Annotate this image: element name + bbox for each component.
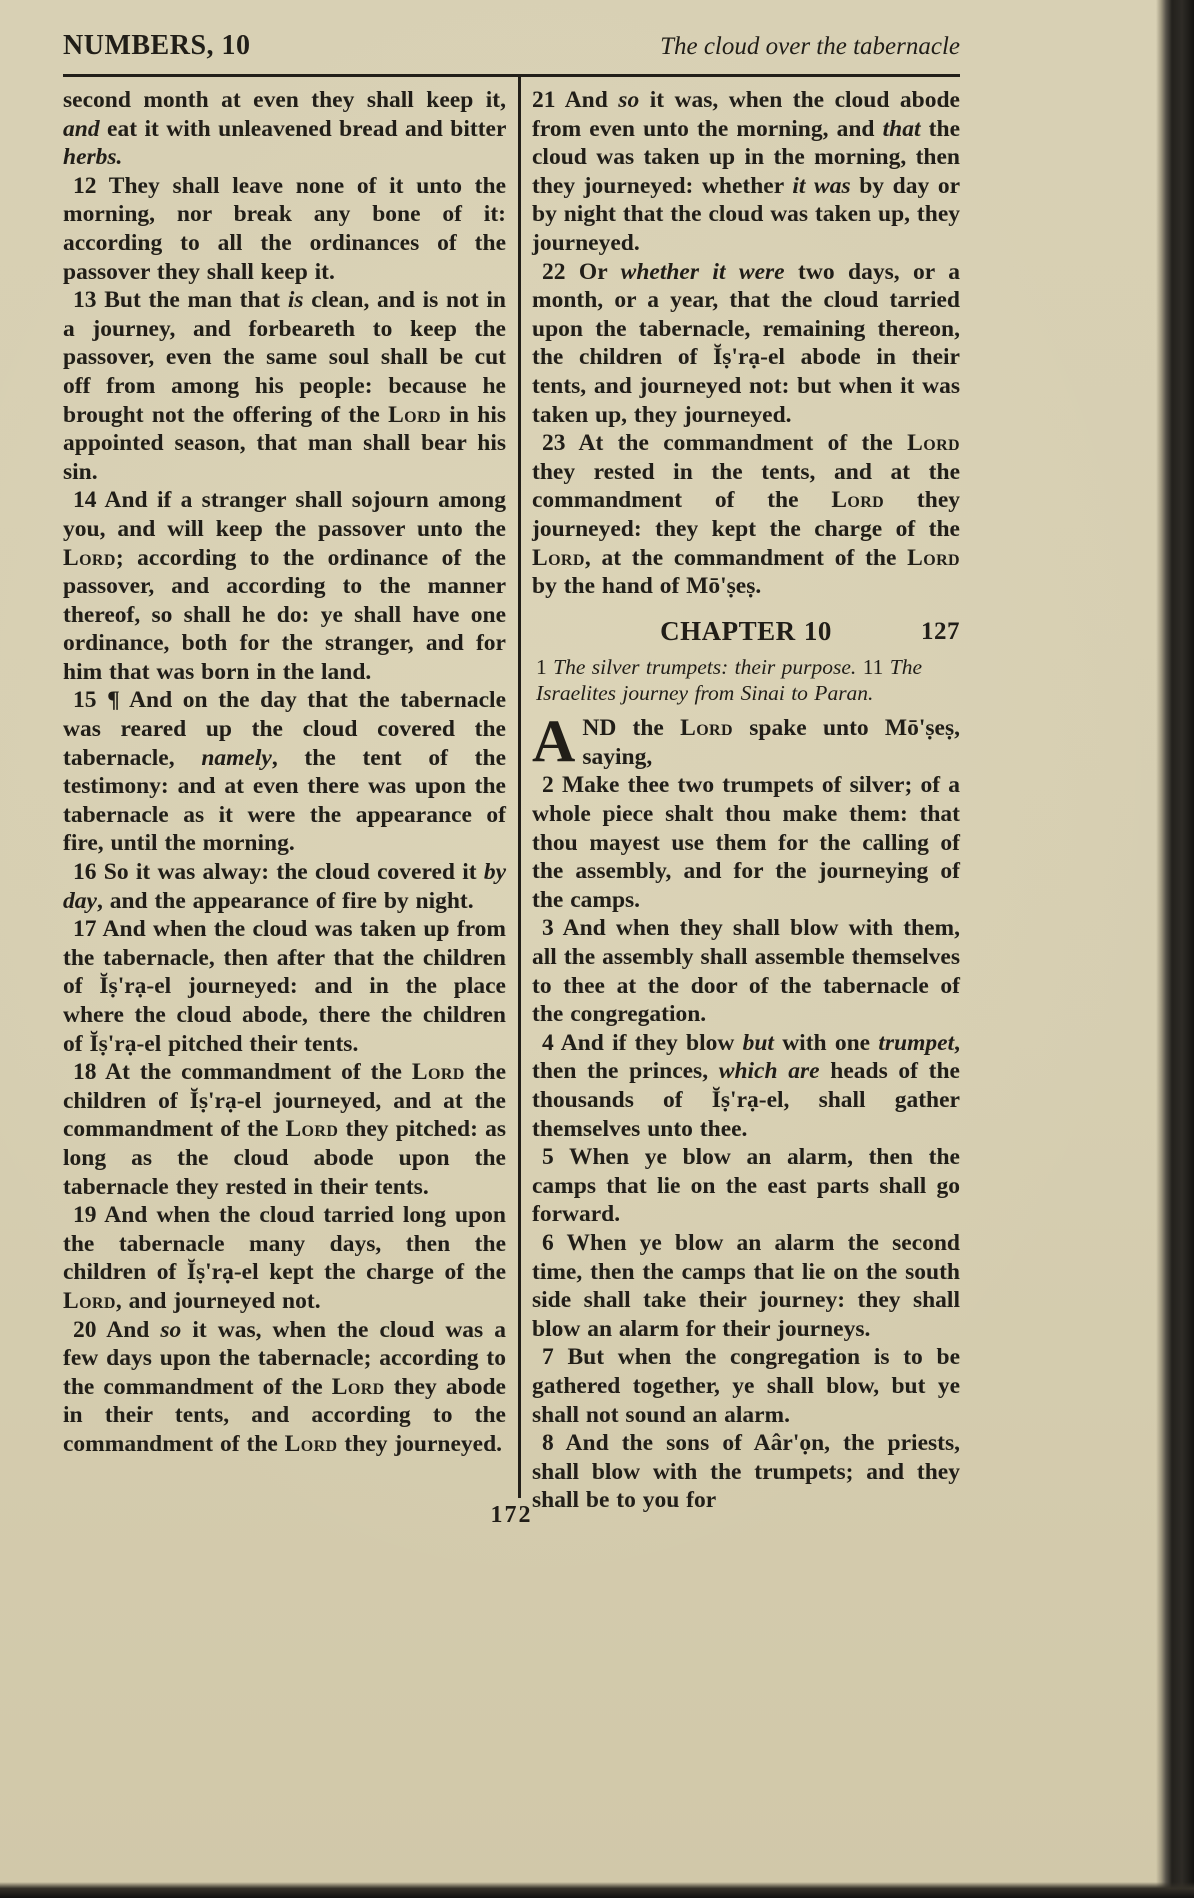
body-text: they journeyed: they kept the charge of the bbox=[532, 487, 960, 542]
body-text: spake unto Mō'ṣeṣ, saying, bbox=[582, 715, 960, 770]
italic-text: by day bbox=[63, 859, 506, 914]
italic-text: it was bbox=[792, 172, 851, 199]
body-text: 12 They shall leave none of it unto the morning, nor break any bone of it: according to all the ordinances of the passover they shall keep it. bbox=[63, 172, 506, 285]
verse bbox=[532, 1029, 960, 1143]
body-text: 16 So it was alway: the cloud covered it bbox=[73, 859, 484, 886]
body-text: they abode in their tents, and according to the commandment of the bbox=[63, 1373, 506, 1457]
divine-name-smallcaps: Lord bbox=[284, 1430, 338, 1457]
body-text: 11 bbox=[856, 655, 890, 680]
verse bbox=[532, 1229, 960, 1343]
body-text: with one bbox=[773, 1029, 879, 1056]
italic-text: is bbox=[287, 287, 304, 314]
verse bbox=[532, 914, 960, 1028]
verse bbox=[63, 858, 506, 915]
divine-name-smallcaps: Lord bbox=[680, 715, 733, 742]
body-text: 17 And when the cloud was taken up from the tabernacle, then after that the children of Ĭṣ'rạ-el journeyed: and in the place where the cloud abode, there the children of Ĭṣ'rạ-el pitched their tents. bbox=[63, 916, 506, 1057]
page-number: 172 bbox=[490, 1502, 533, 1528]
body-text: two days, or a month, or a year, that the cloud tarried upon the tabernacle, remaining thereon, the children of Ĭṣ'rạ-el abode in their tents, and journeyed not: but when it was taken up, they journeyed. bbox=[532, 258, 960, 428]
verse bbox=[63, 86, 506, 172]
book-chapter-title: NUMBERS, 10 bbox=[63, 30, 251, 61]
verse bbox=[63, 915, 506, 1058]
body-text: 23 At the commandment of the bbox=[542, 430, 908, 457]
body-text: 20 And bbox=[73, 1316, 161, 1343]
italic-text: The silver trumpets: their purpose. bbox=[553, 655, 857, 680]
body-text: 8 And the sons of Aâr'ọn, the priests, shall blow with the trumpets; and they shall be to you for bbox=[532, 1430, 960, 1514]
divine-name-smallcaps: Lord bbox=[907, 544, 960, 571]
page-summary-title: The cloud over the tabernacle bbox=[660, 33, 960, 60]
body-text: 14 And if a stranger shall sojourn among you, and will keep the passover unto the bbox=[63, 487, 506, 542]
italic-text: so bbox=[618, 87, 640, 113]
body-text: 3 And when they shall blow with them, all the assembly shall assemble themselves to thee at the door of the tabernacle of the congregation. bbox=[532, 915, 960, 1028]
body-text: the cloud was taken up in the morning, then they journeyed: whether bbox=[532, 115, 960, 199]
divine-name-smallcaps: Lord bbox=[831, 487, 885, 514]
divine-name-smallcaps: Lord bbox=[285, 1116, 339, 1143]
body-text: ; according to the ordinance of the passover, and according to the manner thereof, so shall he do: ye shall have one ordinance, both for the stranger, and for him that was born in the land. bbox=[63, 544, 506, 685]
verse bbox=[532, 1343, 960, 1429]
page-edge-shadow-bottom bbox=[0, 1882, 1194, 1898]
running-head bbox=[63, 30, 960, 62]
body-text: 22 Or bbox=[542, 258, 621, 285]
divine-name-smallcaps: Lord bbox=[411, 1059, 465, 1086]
verse bbox=[63, 286, 506, 486]
body-text: 13 But the man that bbox=[73, 287, 288, 314]
body-text: 7 But when the congregation is to be gathered together, ye shall blow, but ye shall not sound an alarm. bbox=[532, 1344, 960, 1428]
body-text: 5 When ye blow an alarm, then the camps that lie on the east parts shall go forward. bbox=[532, 1144, 960, 1228]
italic-text: so bbox=[160, 1316, 182, 1343]
body-text: 18 At the commandment of the bbox=[73, 1059, 412, 1086]
divine-name-smallcaps: Lord bbox=[388, 401, 441, 428]
body-text: clean, and is not in a journey, and forbeareth to keep the passover, even the same soul shall be cut off from among his people: because he brought not the offering of the bbox=[63, 287, 506, 428]
chapter-heading bbox=[532, 617, 960, 646]
body-text: 19 And when the cloud tarried long upon the tabernacle many days, then the children of Ĭṣ'rạ-el kept the charge of the bbox=[63, 1202, 506, 1286]
verse bbox=[532, 258, 960, 430]
body-text: second month at even they shall keep it, bbox=[63, 87, 506, 113]
verse bbox=[63, 486, 506, 686]
italic-text: whether it were bbox=[620, 258, 785, 285]
divine-name-smallcaps: Lord bbox=[331, 1373, 385, 1400]
divine-name-smallcaps: Lord bbox=[532, 544, 585, 571]
drop-cap: A bbox=[532, 708, 576, 775]
italic-text: namely bbox=[201, 744, 272, 771]
body-text: by the hand of Mō'ṣeṣ. bbox=[532, 573, 762, 600]
italic-text: herbs. bbox=[63, 144, 123, 171]
body-text: 1 bbox=[536, 655, 554, 680]
right-text-column bbox=[532, 86, 960, 1515]
verse bbox=[532, 429, 960, 601]
verse bbox=[63, 1058, 506, 1201]
body-text: they pitched: as long as the cloud abode upon the tabernacle they rested in their tents. bbox=[63, 1116, 506, 1200]
italic-text: The Israelites journey from Sinai to Paran. bbox=[536, 655, 923, 705]
body-text: the children of Ĭṣ'rạ-el journeyed, and at the commandment of the bbox=[63, 1059, 506, 1143]
column-divider-rule bbox=[518, 74, 521, 1498]
italic-text: that bbox=[882, 115, 921, 142]
chapter-summary bbox=[532, 655, 960, 706]
body-text: 21 And bbox=[532, 87, 619, 113]
verse bbox=[63, 686, 506, 858]
italic-text: and bbox=[63, 115, 100, 142]
divine-name-smallcaps: Lord bbox=[63, 1287, 116, 1314]
body-text: 2 Make thee two trumpets of silver; of a whole piece shalt thou make them: that thou mayest use them for the calling of the assembly, and for the journeying of the camps. bbox=[532, 772, 960, 913]
italic-text: but bbox=[742, 1029, 774, 1056]
body-text: it was, when the cloud abode from even unto the morning, and bbox=[532, 87, 960, 142]
verse bbox=[532, 771, 960, 914]
body-text: eat it with unleavened bread and bitter bbox=[99, 115, 506, 142]
italic-text: which are bbox=[718, 1058, 820, 1085]
verse bbox=[532, 708, 960, 775]
body-text: by day or by night that the cloud was taken up, they journeyed. bbox=[532, 172, 961, 256]
body-text: heads of the thousands of Ĭṣ'rạ-el, shall gather themselves unto thee. bbox=[532, 1058, 960, 1142]
column-reference-number: 127 bbox=[921, 617, 960, 645]
italic-text: trumpet bbox=[878, 1029, 955, 1056]
verse bbox=[532, 86, 960, 258]
verse bbox=[532, 1143, 960, 1229]
body-text: , and the appearance of fire by night. bbox=[96, 887, 474, 914]
body-text: 6 When ye blow an alarm the second time, then the camps that lie on the south side shall take their journey: they shall blow an alarm for their journeys. bbox=[532, 1229, 960, 1342]
body-text: in his appointed season, that man shall bear his sin. bbox=[63, 401, 506, 485]
page-edge-shadow-right bbox=[1156, 0, 1194, 1898]
body-text: 15 ¶ And on the day that the tabernacle was reared up the cloud covered the tabernacle, bbox=[63, 687, 506, 771]
body-text: , then the princes, bbox=[532, 1029, 960, 1085]
verse bbox=[63, 172, 506, 286]
header-rule bbox=[63, 74, 960, 77]
body-text: they journeyed. bbox=[337, 1430, 503, 1457]
verse bbox=[63, 1201, 506, 1315]
body-text: , at the commandment of the bbox=[584, 544, 908, 571]
body-text: , the tent of the testimony: and at even there was upon the tabernacle as it were the appearance of fire, until the morning. bbox=[63, 744, 506, 857]
body-text: it was, when the cloud was a few days upon the tabernacle; according to the commandment of the bbox=[63, 1316, 506, 1400]
body-text: , and journeyed not. bbox=[115, 1287, 321, 1314]
left-text-column bbox=[63, 86, 506, 1459]
body-text: they rested in the tents, and at the commandment of the bbox=[532, 458, 960, 514]
divine-name-smallcaps: Lord bbox=[63, 544, 116, 571]
body-text: 4 And if they blow bbox=[542, 1029, 743, 1056]
body-text: ND the bbox=[582, 715, 681, 742]
verse bbox=[63, 1316, 506, 1459]
chapter-heading-text: CHAPTER 10 bbox=[660, 615, 832, 646]
divine-name-smallcaps: Lord bbox=[907, 430, 960, 457]
